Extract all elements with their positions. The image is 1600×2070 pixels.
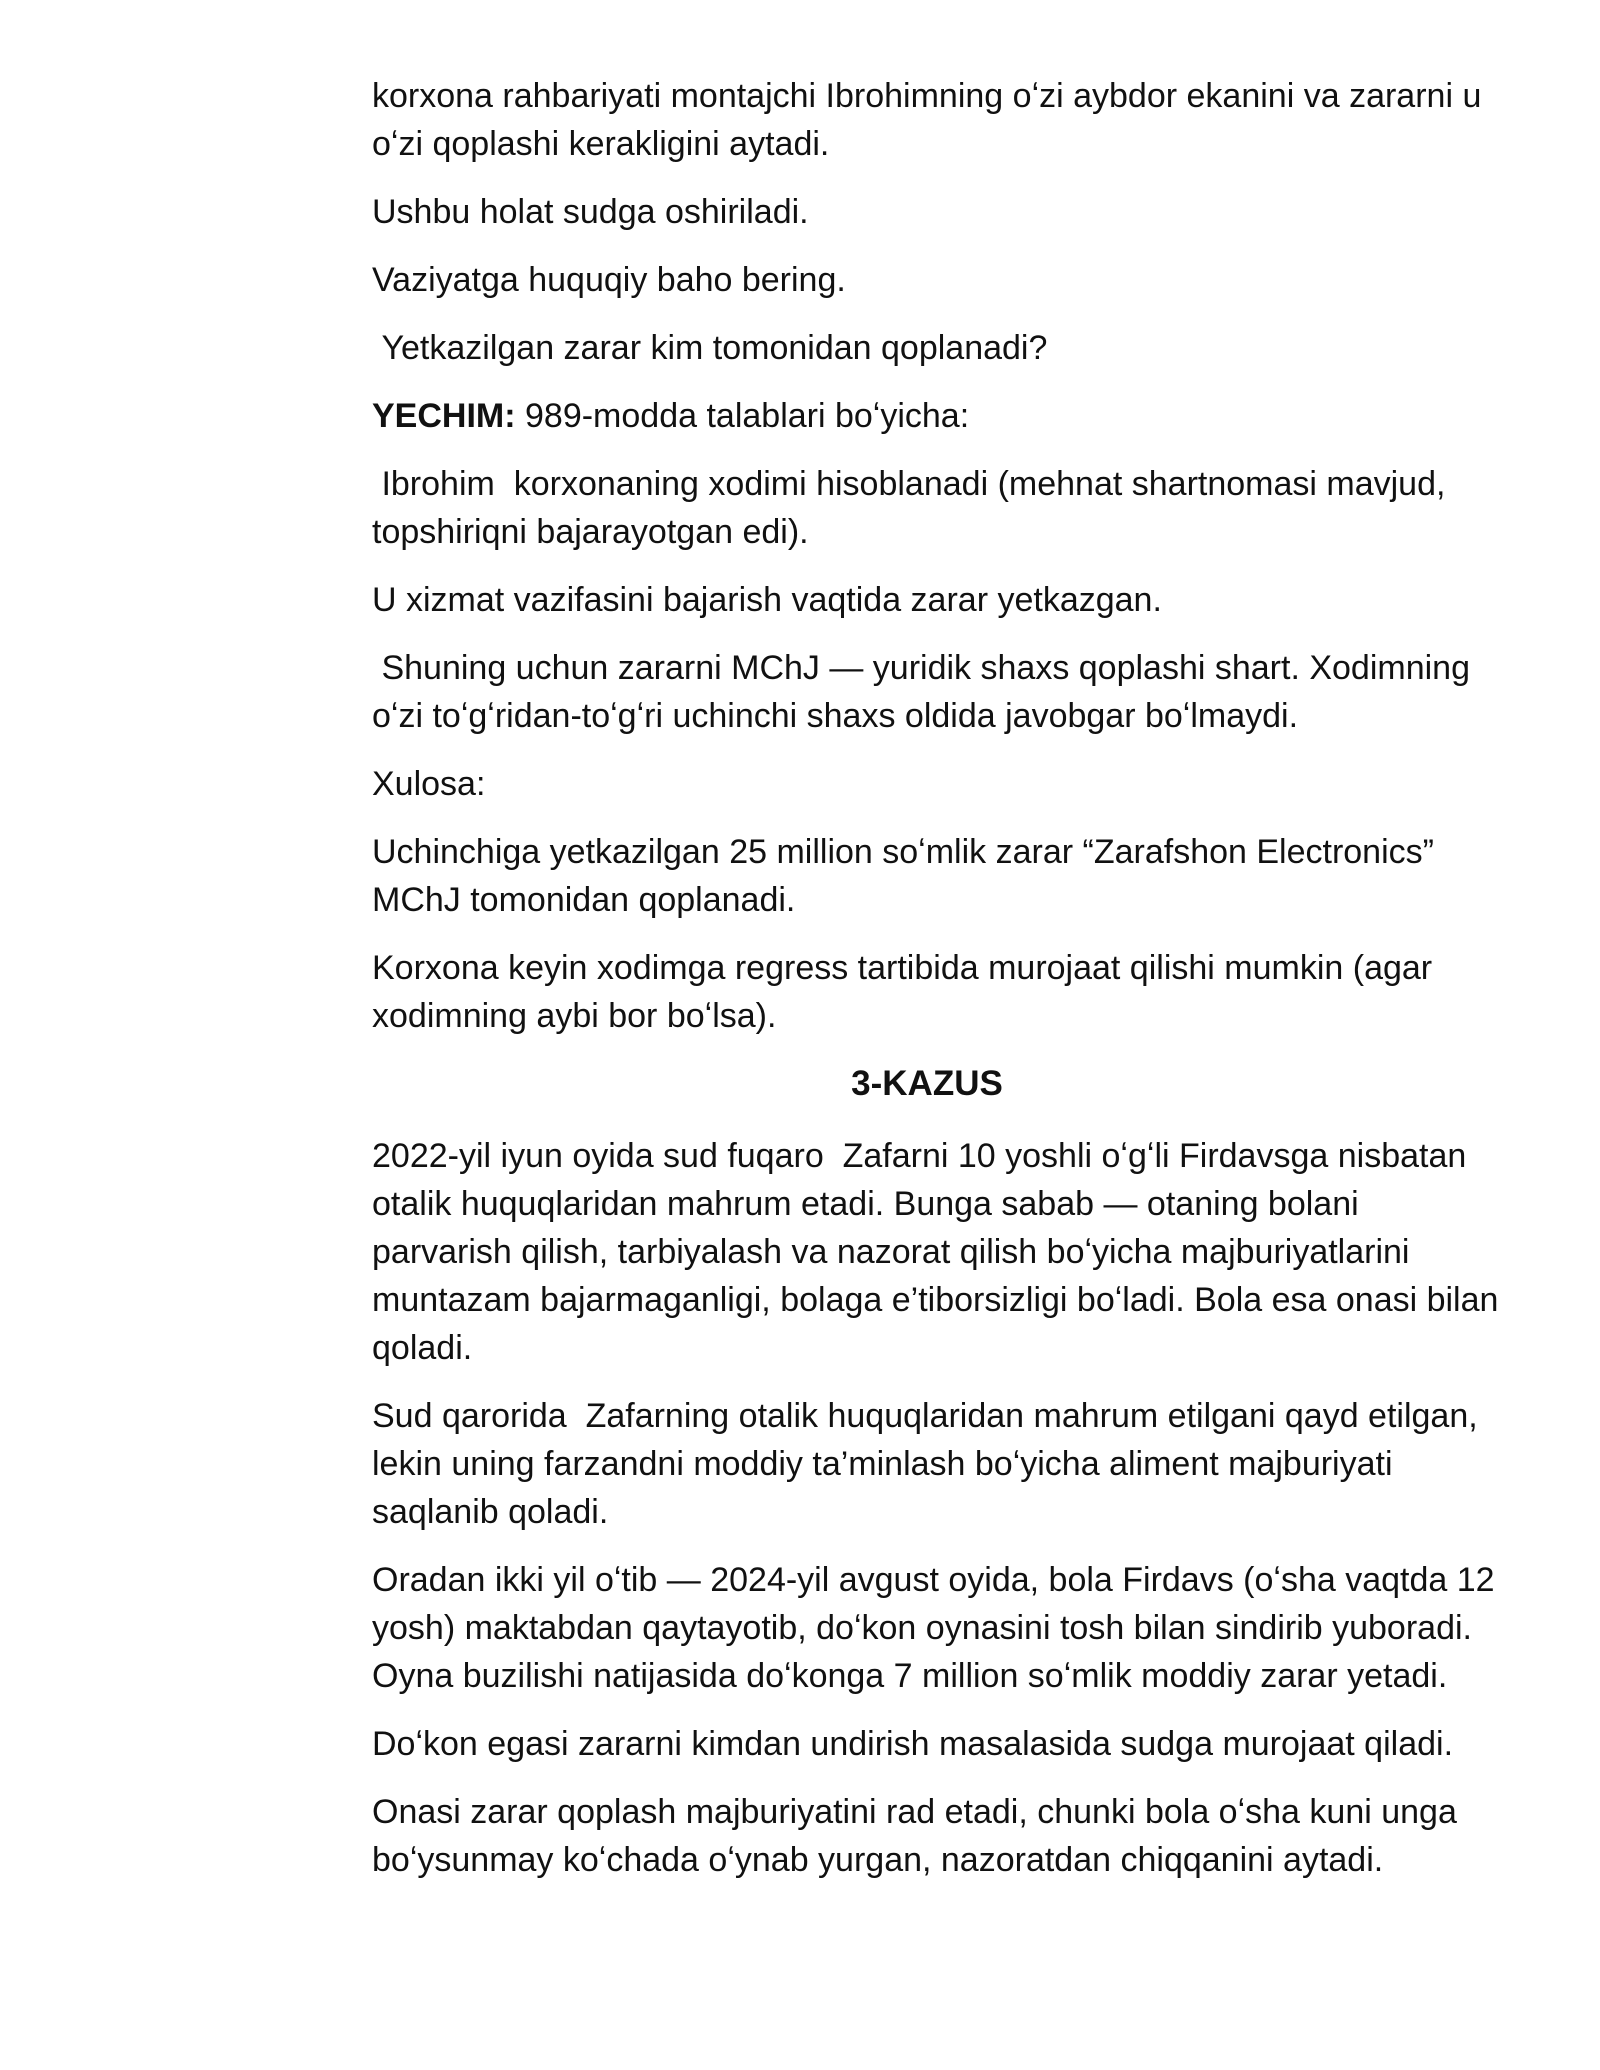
document-body	[372, 72, 1508, 1904]
solution-text: 989-modda talablari boʻyicha:	[515, 397, 970, 435]
paragraph: Onasi zarar qoplash majburiyatini rad etadi, chunki bola oʻsha kuni unga boʻysunmay koʻchada oʻynab yurgan, nazoratdan chiqqanini aytadi.	[372, 1793, 1467, 1879]
paragraph: Ushbu holat sudga oshiriladi.	[372, 193, 809, 231]
conclusion-label: Xulosa:	[372, 765, 486, 803]
paragraph: Shuning uchun zararni MChJ — yuridik shaxs qoplashi shart. Xodimning oʻzi toʻgʻridan-toʻgʻri uchinchi shaxs oldida javobgar boʻlmaydi.	[372, 649, 1480, 735]
solution-label: YECHIM:	[372, 397, 516, 435]
paragraph: Vaziyatga huquqiy baho bering.	[372, 261, 846, 299]
paragraph: U xizmat vazifasini bajarish vaqtida zarar yetkazgan.	[372, 581, 1162, 619]
paragraph: korxona rahbariyati montajchi Ibrohimning oʻzi aybdor ekanini va zararni u oʻzi qoplashi kerakligini aytadi.	[372, 77, 1491, 163]
paragraph: Uchinchiga yetkazilgan 25 million soʻmlik zarar “Zarafshon Electronics” MChJ tomonidan qoplanadi.	[372, 833, 1444, 919]
paragraph: Doʻkon egasi zararni kimdan undirish masalasida sudga murojaat qiladi.	[372, 1725, 1454, 1763]
paragraph: 2022-yil iyun oyida sud fuqaro Zafarni 10 yoshli oʻgʻli Firdavsga nisbatan otalik huquqlaridan mahrum etadi. Bunga sabab — otaning bolani parvarish qilish, tarbiyalash va nazorat qilish boʻyicha majburiyatlarini muntazam bajarmaganligi, bolaga e’tiborsizligi boʻladi. Bola esa onasi bilan qoladi.	[372, 1137, 1508, 1367]
paragraph: Ibrohim korxonaning xodimi hisoblanadi (mehnat shartnomasi mavjud, topshiriqni bajarayotgan edi).	[372, 465, 1455, 551]
case-heading: 3-KAZUS	[851, 1064, 1003, 1103]
paragraph: Oradan ikki yil oʻtib — 2024-yil avgust oyida, bola Firdavs (oʻsha vaqtda 12 yosh) maktabdan qaytayotib, doʻkon oynasini tosh bilan sindirib yuboradi. Oyna buzilishi natijasida doʻkonga 7 million soʻmlik moddiy zarar yetadi.	[372, 1561, 1505, 1695]
paragraph: Korxona keyin xodimga regress tartibida murojaat qilishi mumkin (agar xodimning aybi bor boʻlsa).	[372, 949, 1442, 1035]
paragraph: Yetkazilgan zarar kim tomonidan qoplanadi?	[372, 329, 1048, 367]
paragraph: Sud qarorida Zafarning otalik huquqlaridan mahrum etilgani qayd etilgan, lekin uning farzandni moddiy ta’minlash boʻyicha aliment majburiyati saqlanib qoladi.	[372, 1397, 1488, 1531]
solution-paragraph	[372, 392, 1500, 440]
